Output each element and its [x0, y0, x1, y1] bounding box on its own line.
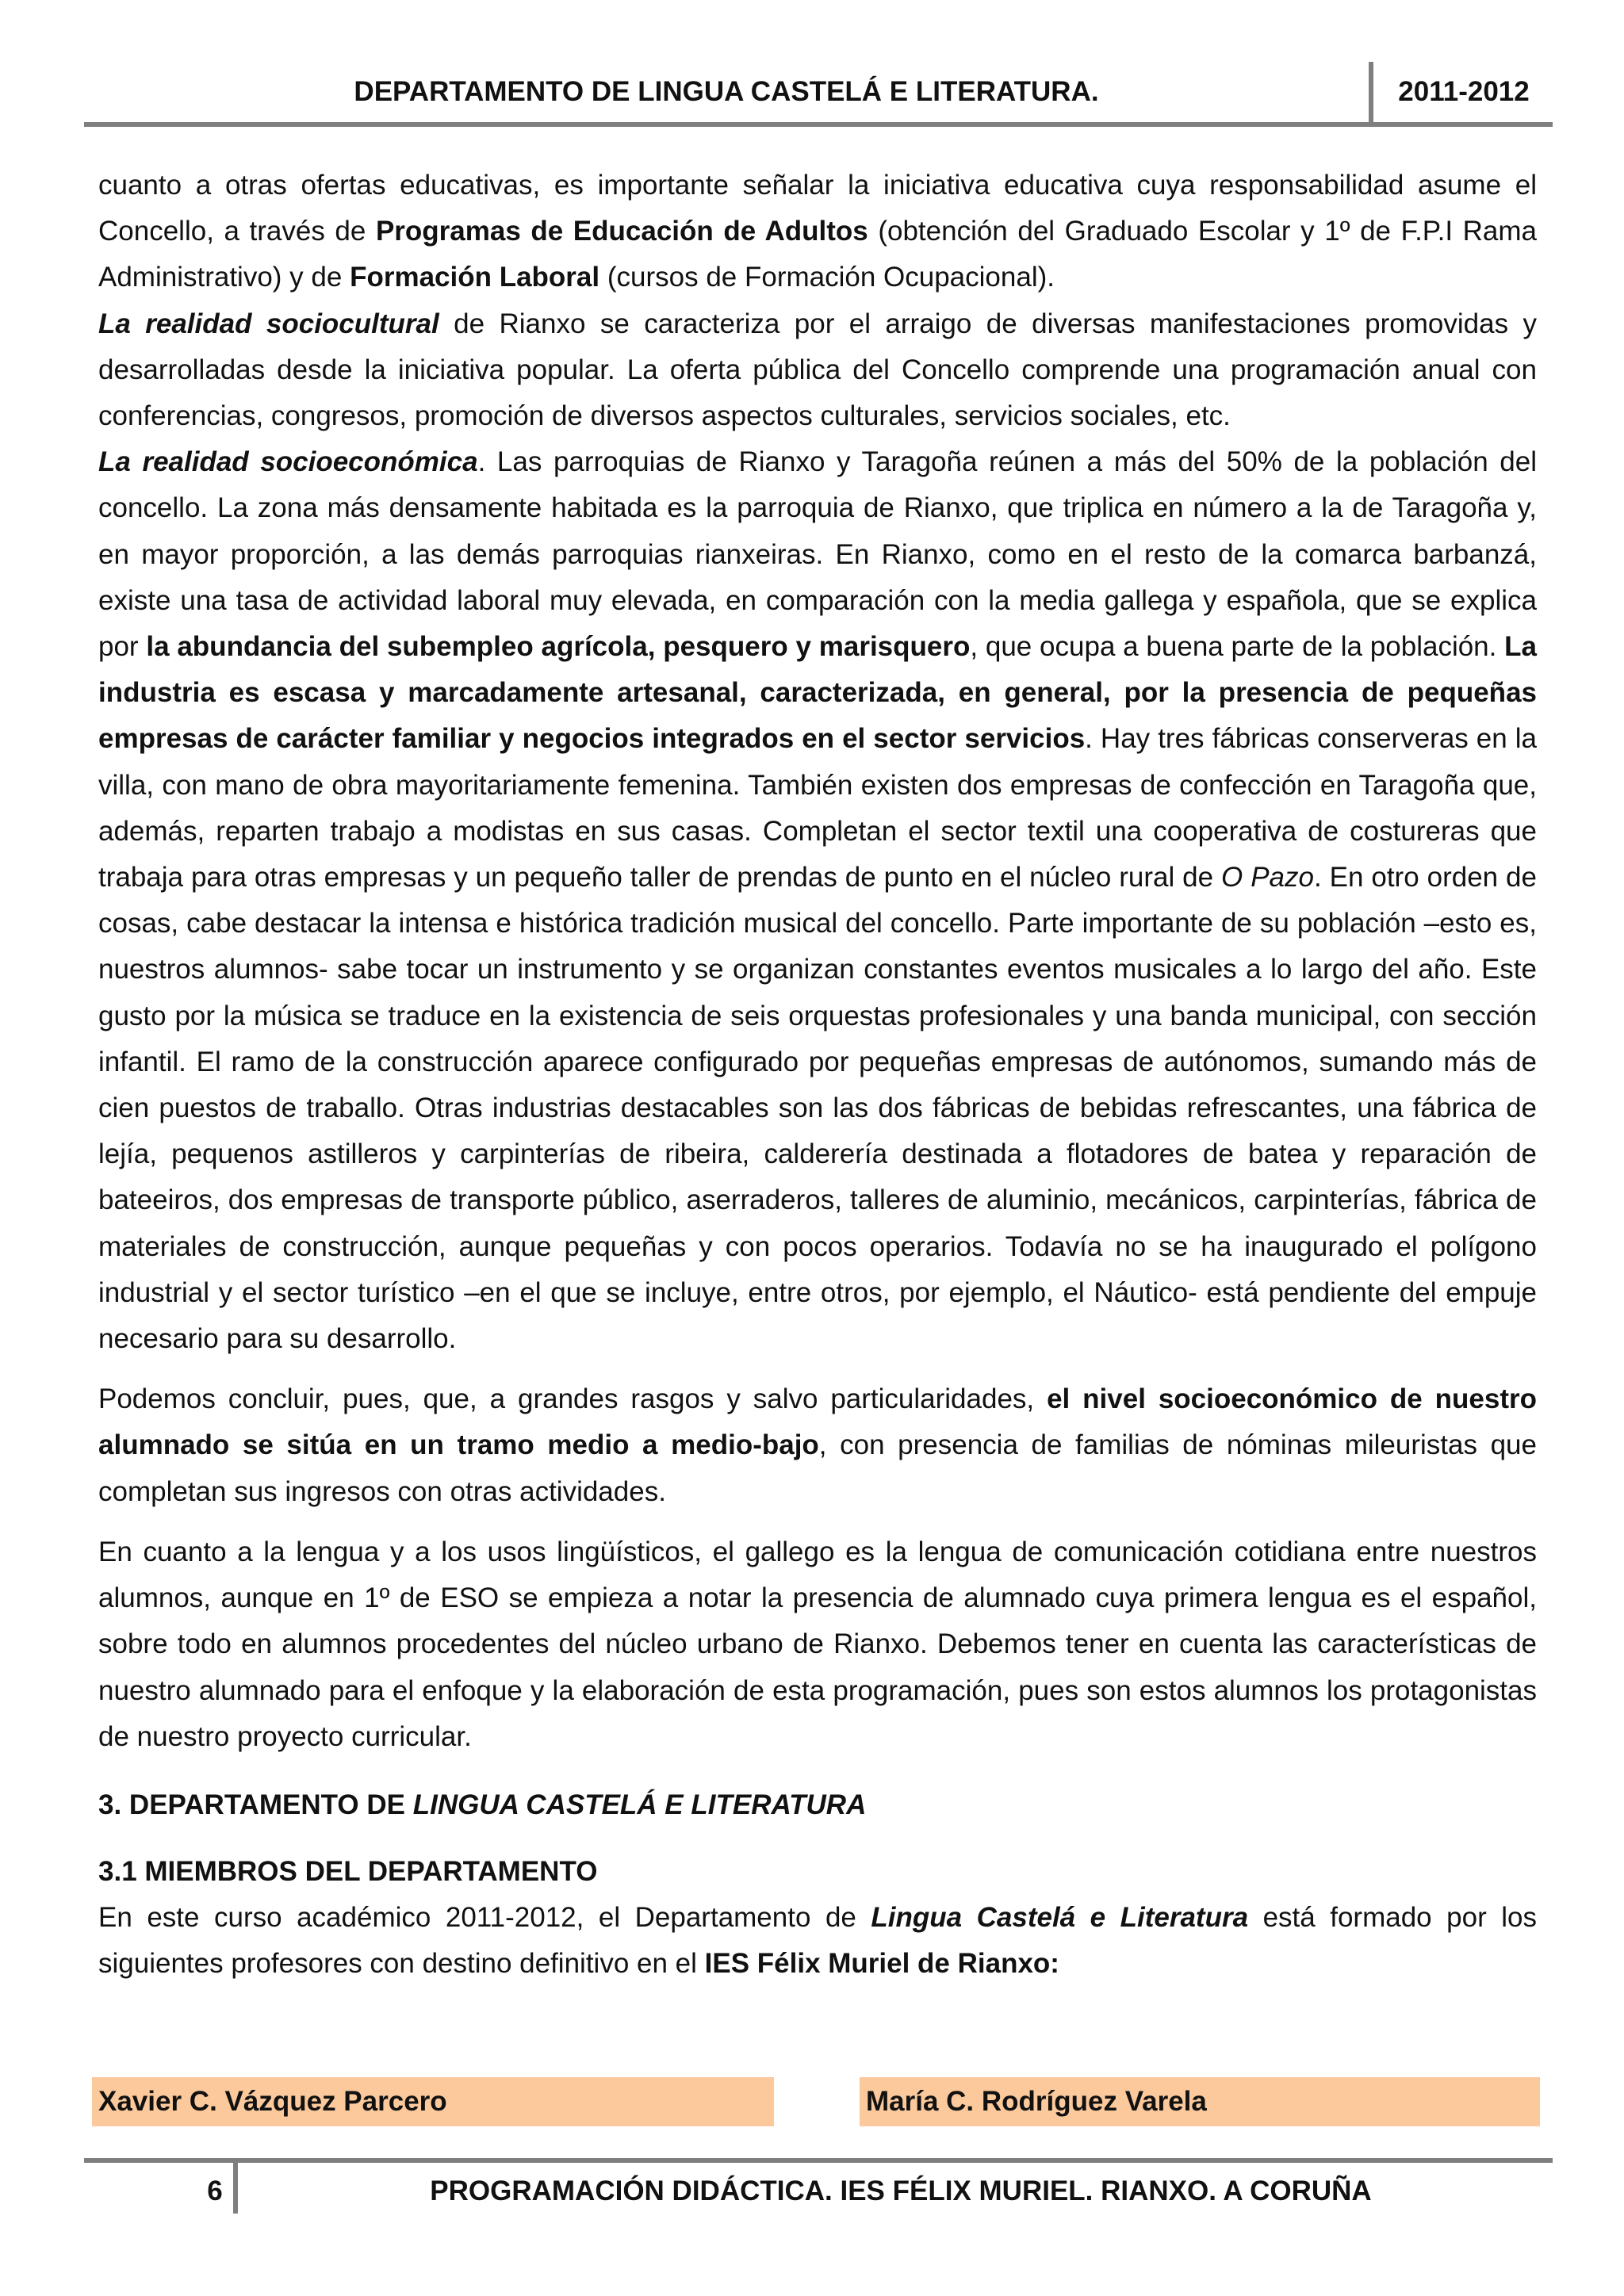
page-header — [84, 62, 1553, 127]
bold-run: Formación Laboral — [350, 262, 600, 293]
heading-italic-text: LINGUA CASTELÁ E LITERATURA — [412, 1789, 867, 1820]
section-3-heading — [98, 1782, 1537, 1828]
bold-italic-run: Lingua Castelá e Literatura — [871, 1901, 1249, 1933]
footer-separator — [233, 2163, 238, 2214]
text-run: (cursos de Formación Ocupacional). — [599, 262, 1055, 293]
paragraph-socioeconomic — [98, 439, 1537, 1362]
text-run: (obtención del Graduado Escolar y 1º de F.P.I Rama Administrativo) y de — [98, 216, 1538, 293]
bold-italic-run: La realidad socioeconómica — [98, 446, 478, 478]
text-run: , con presencia de familias de nóminas mileuristas que completan sus ingresos con otras actividades. — [98, 1429, 1537, 1507]
text-run: está formado por los siguientes profesores con destino definitivo en el — [98, 1901, 1537, 1980]
bold-italic-run: La realidad sociocultural — [98, 308, 439, 339]
member-cell: María C. Rodríguez Varela — [860, 2077, 1540, 2126]
text-run: Podemos concluir, pues, que, a grandes rasgos y salvo particularidades, — [98, 1383, 1048, 1415]
paragraph-sociocultural — [98, 301, 1537, 440]
text-run: de Rianxo se caracteriza por el arraigo de diversas manifestaciones promovidas y desarrolladas desde la iniciativa popular. La oferta pública del Concello comprende una programación anual con conferencias, congresos, promoción de diversos aspectos culturales, servicios sociales, etc. — [98, 308, 1537, 432]
page-footer — [84, 2158, 1553, 2221]
paragraph-conclusion — [98, 1376, 1537, 1515]
paragraph-education-offers — [98, 163, 1537, 301]
text-run: En este curso académico 2011-2012, el Departamento de — [98, 1901, 871, 1933]
bold-run: el nivel socioeconómico de nuestro alumnado se sitúa en un tramo medio a medio-bajo — [98, 1383, 1537, 1461]
heading-text: 3. DEPARTAMENTO DE — [98, 1789, 413, 1820]
text-run: . Las parroquias de Rianxo y Taragoña reúnen a más del 50% de la población del concello. La zona más densamente habitada es la parroquia de Rianxo, que triplica en número a la de Taragoña y, en mayor proporción, a las demás parroquias rianxeiras. En Rianxo, como en el resto de la comarca barbanzá, existe una tasa de actividad laboral muy elevada, en comparación con la media gallega y española, que se explica por — [98, 446, 1538, 663]
text-run: En cuanto a la lengua y a los usos lingüísticos, el gallego es la lengua de comunicación cotidiana entre nuestros alumnos, aunque en 1º de ESO se empieza a notar la presencia de alumnado cuya primera lengua es el español, sobre todo en alumnos procedentes del núcleo urbano de Rianxo. Debemos tener en cuenta las características de nuestro alumnado para el enfoque y la elaboración de esta programación, pues son estos alumnos los protagonistas de nuestro proyecto curricular. — [98, 1536, 1537, 1752]
paragraph-language — [98, 1529, 1537, 1760]
member-cell: Xavier C. Vázquez Parcero — [92, 2077, 774, 2126]
bold-run: la abundancia del subempleo agrícola, pesquero y marisquero — [146, 631, 971, 663]
paragraph-members-intro — [98, 1895, 1537, 1987]
bold-run: La industria es escasa y marcadamente artesanal, caracterizada, en general, por la presencia de pequeñas empresas de carácter familiar y negocios integrados en el sector servicios — [98, 631, 1538, 755]
italic-run: O Pazo — [1221, 862, 1314, 894]
header-rule — [84, 122, 1553, 127]
text-run: , que ocupa a buena parte de la población. — [970, 631, 1505, 663]
page-number: 6 — [207, 2175, 223, 2206]
text-run: . Hay tres fábricas conserveras en la villa, con mano de obra mayoritariamente femenina. También existen dos empresas de confección en Taragoña que, además, reparten trabajo a modistas en sus casas. Completan el sector textil una cooperativa de costureras que trabaja para otras empresas y un pequeño taller de prendas de punto en el núcleo rural de — [98, 723, 1538, 894]
document-body — [98, 163, 1537, 1987]
header-separator — [1369, 62, 1373, 124]
bold-run: IES Félix Muriel de Rianxo: — [704, 1948, 1059, 1980]
text-run: cuanto a otras ofertas educativas, es importante señalar la iniciativa educativa cuya responsabilidad asume el Concello, a través de — [98, 170, 1537, 247]
section-3-1-heading: 3.1 MIEMBROS DEL DEPARTAMENTO — [98, 1855, 598, 1887]
header-year: 2011-2012 — [1398, 76, 1530, 107]
text-run: . En otro orden de cosas, cabe destacar la intensa e histórica tradición musical del concello. Parte importante de su población –esto es, nuestros alumnos- sabe tocar un instrumento y se organizan constantes eventos musicales a lo largo del año. Este gusto por la música se traduce en la existencia de seis orquestas profesionales y una banda municipal, con sección infantil. El ramo de la construcción aparece configurado por pequeñas empresas de autónomos, sumando más de cien puestos de traballo. Otras industrias destacables son las dos fábricas de bebidas refrescantes, una fábrica de lejía, pequenos astilleros y carpinterías de ribeira, calderería destinada a flotadores de batea y reparación de bateeiros, dos empresas de transporte público, aserraderos, talleres de aluminio, mecánicos, carpinterías, fábrica de materiales de construcción, aunque pequeñas y con pocos operarios. Todavía no se ha inaugurado el polígono industrial y el sector turístico –en el que se incluye, entre otros, por ejemplo, el Náutico- está pendiente del empuje necesario para su desarrollo. — [98, 862, 1537, 1355]
members-table — [92, 2077, 1540, 2126]
bold-run: Programas de Educación de Adultos — [375, 216, 868, 247]
footer-rule — [84, 2158, 1553, 2163]
header-title: DEPARTAMENTO DE LINGUA CASTELÁ E LITERATURA. — [354, 76, 1099, 107]
footer-text: PROGRAMACIÓN DIDÁCTICA. IES FÉLIX MURIEL. RIANXO. A CORUÑA — [430, 2175, 1372, 2206]
